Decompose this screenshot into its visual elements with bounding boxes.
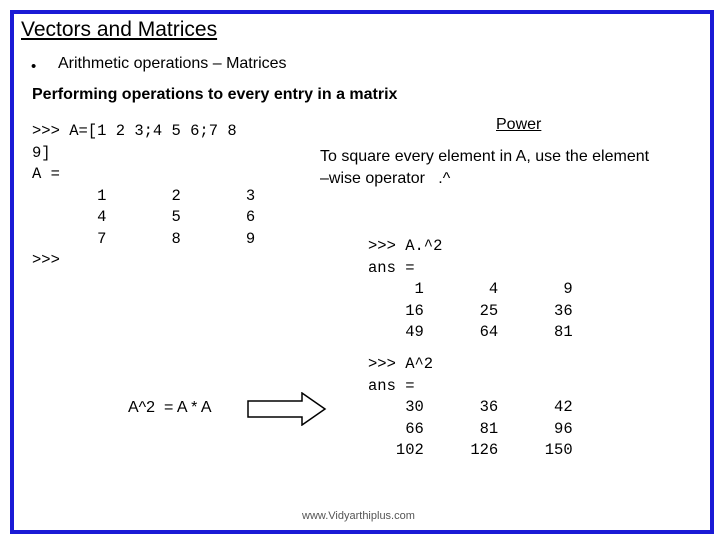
slide-subtitle: Arithmetic operations – Matrices — [58, 55, 287, 72]
bullet-marker: • — [31, 58, 37, 75]
matrix-power-formula: A^2 = A * A — [128, 399, 212, 416]
matrix-definition-code: >>> A=[1 2 3;4 5 6;7 8 9] A = 1 2 3 4 5 6 7 8 9 >>> — [32, 122, 256, 269]
power-description: To square every element in A, use the element –wise operator .^ — [320, 148, 650, 187]
power-label: Power — [496, 116, 542, 133]
section-heading: Performing operations to every entry in a matrix — [32, 86, 398, 103]
right-arrow-icon — [247, 392, 327, 426]
elementwise-power-code: >>> A.^2 ans = 1 4 9 16 25 36 49 64 81 — [368, 237, 573, 341]
matrix-power-code: >>> A^2 ans = 30 36 42 66 81 96 102 126 150 — [368, 355, 573, 459]
footer-watermark: www.Vidyarthiplus.com — [302, 510, 415, 522]
slide-title: Vectors and Matrices — [21, 18, 218, 41]
slide-frame — [10, 10, 714, 534]
